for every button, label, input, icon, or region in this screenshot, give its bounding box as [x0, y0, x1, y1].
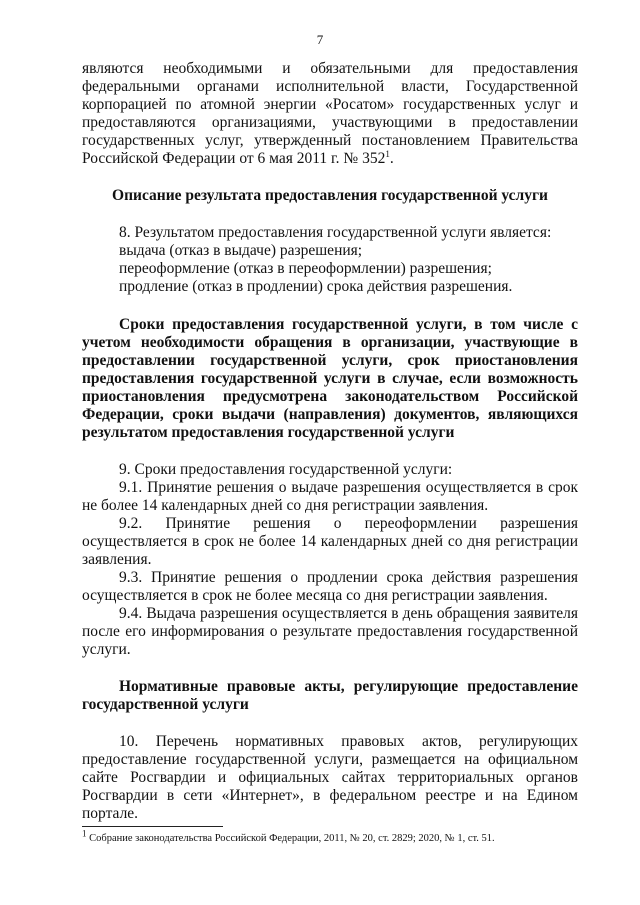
- list-item: выдача (отказ в выдаче) разрешения;: [119, 242, 363, 259]
- heading-result: Описание результата предоставления государственной услуги: [112, 187, 548, 204]
- list-item: 9.1. Принятие решения о выдаче разрешения осуществляется в срок не более 14 календарных дней со дня регистрации заявления.: [82, 479, 578, 514]
- list-item: 8. Результатом предоставления государственной услуги является:: [119, 224, 552, 241]
- heading-terms: Сроки предоставления государственной услуги, в том числе с учетом необходимости обращения в организации, участвующие в предоставлении государственной услуги, срок приостановления предоставления государственной услуги в случае, если возможность приостановления предусмотрена законодательством Российской Федерации, сроки выдачи (направления) документов, являющихся результатом предоставления государственной услуги: [82, 316, 578, 441]
- footnote-mark: 1: [82, 828, 87, 839]
- list-item: 9. Сроки предоставления государственной услуги:: [119, 461, 453, 478]
- footnote-reference: 1: [385, 148, 390, 159]
- document-body: [82, 60, 578, 823]
- footnote-separator: [82, 826, 223, 827]
- heading-acts: Нормативные правовые акты, регулирующие предоставление государственной услуги: [82, 678, 578, 713]
- intro-text: являются необходимыми и обязательными для предоставления федеральными органами исполнительной власти, Государственной корпорацией по атомной энергии «Росатом» государственных услуг и предоставляются организациями, участвующими в предоставлении государственных услуг, утвержденный постановлением Правительства Российской Федерации от 6 мая 2011 г. № 352: [82, 60, 578, 167]
- result-list: [82, 224, 578, 296]
- footnote-text: Собрание законодательства Российской Федерации, 2011, № 20, ст. 2829; 2020, № 1, ст. 51.: [86, 833, 495, 844]
- list-item: 9.2. Принятие решения о переоформлении разрешения осуществляется в срок не более 14 календарных дней со дня регистрации заявления.: [82, 515, 578, 568]
- list-item: 9.4. Выдача разрешения осуществляется в день обращения заявителя после его информирования о результате предоставления государственной услуги.: [82, 605, 578, 658]
- list-item: переоформление (отказ в переоформлении) разрешения;: [119, 260, 492, 277]
- footnote: [82, 828, 578, 844]
- terms-list: [82, 461, 578, 659]
- list-item: 9.3. Принятие решения о продлении срока действия разрешения осуществляется в срок не более месяца со дня регистрации заявления.: [82, 569, 578, 604]
- intro-end: .: [389, 150, 394, 167]
- acts-paragraph: 10. Перечень нормативных правовых актов, регулирующих предоставление государственной услуги, размещается на официальном сайте Росгвардии и официальных сайтах территориальных органов Росгвардии в сети «Интернет», в федеральном реестре и на Едином портале.: [82, 733, 578, 822]
- list-item: продление (отказ в продлении) срока действия разрешения.: [119, 278, 513, 295]
- intro-paragraph: [82, 60, 578, 168]
- page-number: 7: [316, 32, 324, 47]
